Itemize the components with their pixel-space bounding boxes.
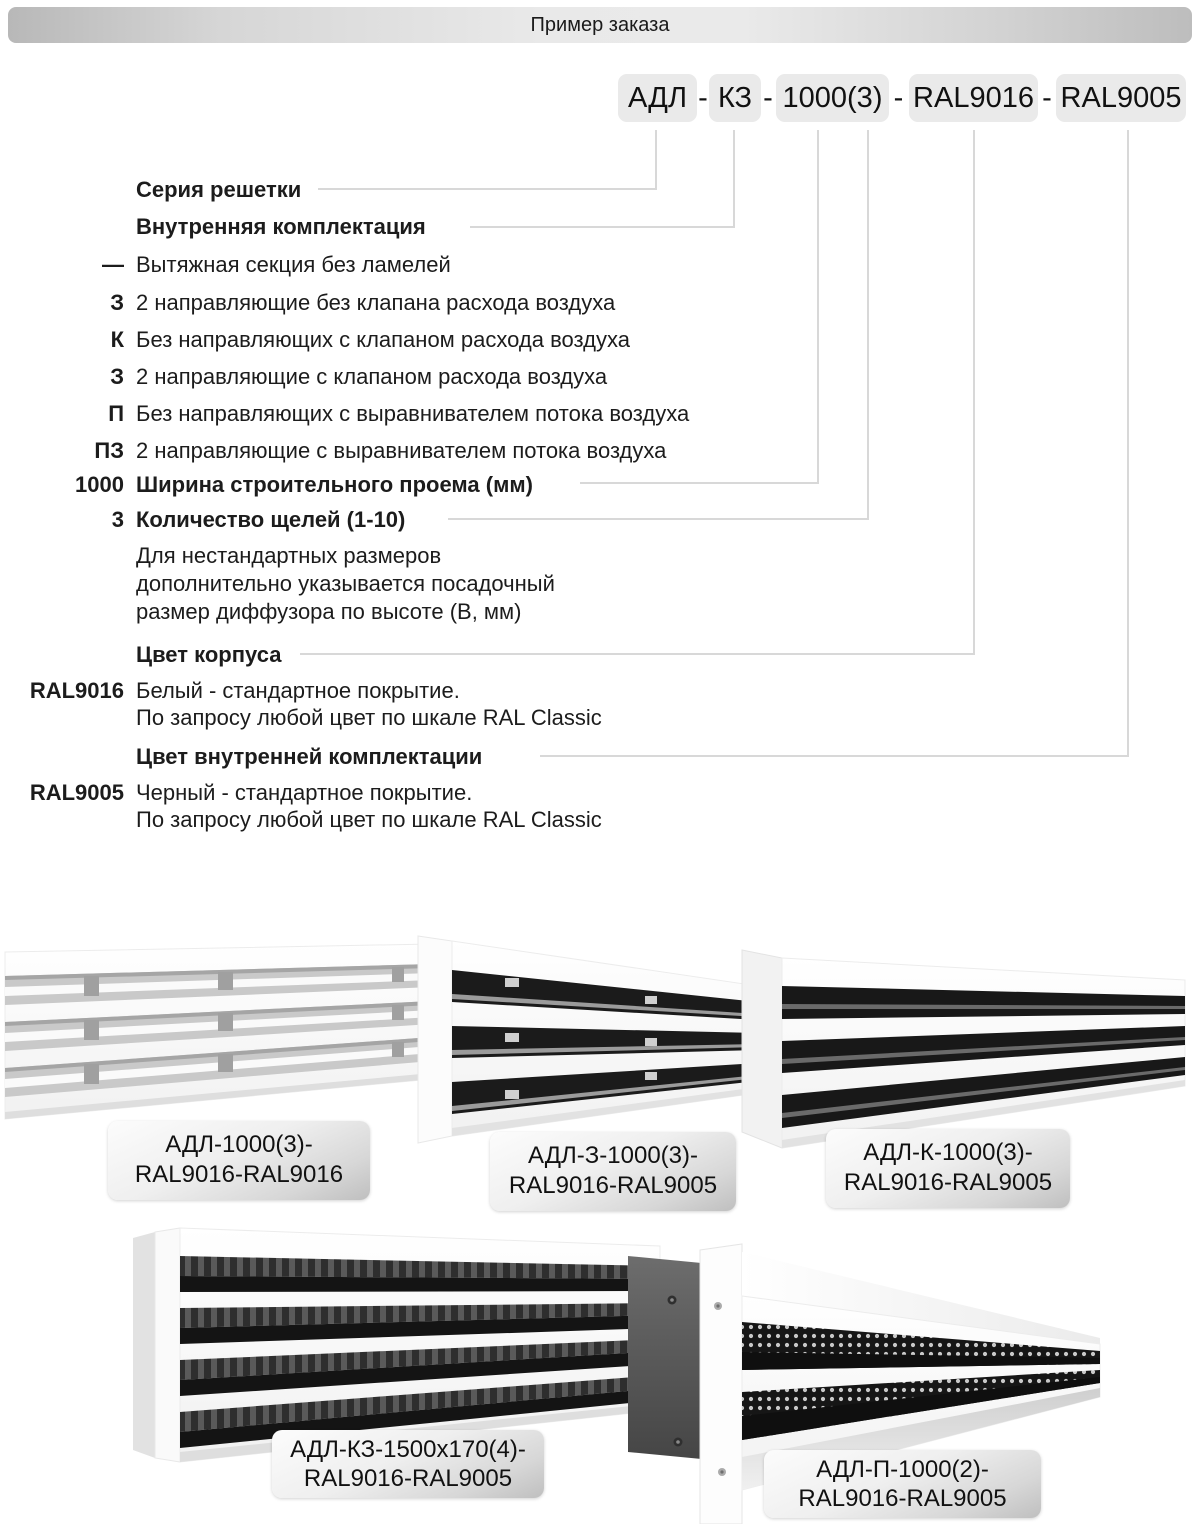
legend-width-row (0, 466, 533, 503)
inner-color-code: RAL9005 (29, 780, 124, 805)
connector-slots-h (448, 518, 869, 520)
option-code: З (110, 290, 124, 315)
product-photo-adl-kz-1500x170-4 (133, 1228, 660, 1462)
order-code-dash: - (893, 81, 904, 114)
legend-slots-row (0, 501, 405, 538)
product-label-badge (764, 1450, 1041, 1518)
product-label-line1: АДЛ-З-1000(3)- (527, 1142, 698, 1169)
product-label-line2: RAL9016-RAL9005 (303, 1465, 513, 1492)
option-code: П (108, 401, 124, 426)
product-label-line1: АДЛ-К-1000(3)- (863, 1139, 1033, 1166)
option-code: — (102, 252, 124, 277)
product-label-line1: АДЛ-КЗ-1500х170(4)- (290, 1436, 526, 1463)
order-code-dash: - (1042, 81, 1052, 114)
body-color-desc (136, 677, 602, 731)
option-text: Без направляющих с выравнивателем потока воздуха (136, 401, 690, 426)
product-label-line1: АДЛ-П-1000(2)- (816, 1456, 989, 1483)
product-label-badge (272, 1430, 544, 1498)
product-photos (0, 920, 1200, 1524)
body-color-line2: По запросу любой цвет по шкале RAL Classic (136, 705, 602, 730)
slots-code: 3 (111, 507, 124, 532)
product-label-badge (826, 1129, 1070, 1208)
slots-text: Количество щелей (1-10) (136, 507, 406, 532)
legend-body-color-label: Цвет корпуса (136, 642, 282, 667)
product-label-line1: АДЛ-1000(3)- (165, 1131, 313, 1158)
product-label-line2: RAL9016-RAL9005 (843, 1169, 1053, 1196)
connector-width-h (580, 482, 819, 484)
option-text: 2 направляющие без клапана расхода воздуха (136, 290, 616, 315)
order-code-inner-color: RAL9005 (1056, 74, 1186, 122)
option-text: 2 направляющие с клапаном расхода воздуха (136, 364, 608, 389)
product-label-badge (490, 1132, 736, 1211)
note-line: размер диффузора по высоте (В, мм) (136, 599, 522, 624)
legend-inner-color-label: Цвет внутренней комплектации (136, 744, 483, 769)
connector-inner-color-h (540, 755, 1129, 757)
product-label-line2: RAL9016-RAL9005 (798, 1485, 1007, 1512)
legend-option-row (0, 395, 689, 432)
connector-body-color-h (300, 653, 975, 655)
legend-note (136, 542, 555, 626)
order-code-dash: - (698, 81, 708, 114)
order-code-dash: - (763, 81, 773, 114)
option-code: К (110, 327, 124, 352)
product-label-line2: RAL9016-RAL9016 (134, 1161, 344, 1188)
option-code: ПЗ (94, 438, 124, 463)
option-text: Вытяжная секция без ламелей (136, 252, 451, 277)
order-code-size: 1000(3) (776, 74, 889, 122)
inner-color-line1: Черный - стандартное покрытие. (136, 780, 473, 805)
legend-option-row (0, 358, 607, 395)
note-line: дополнительно указывается посадочный (136, 571, 555, 596)
order-code-body-color: RAL9016 (909, 74, 1038, 122)
section-header-bar (8, 7, 1192, 43)
body-color-code: RAL9016 (29, 678, 124, 703)
connector-internal-v (733, 130, 735, 228)
connector-inner-color-v (1127, 130, 1129, 757)
note-line: Для нестандартных размеров (136, 543, 442, 568)
connector-width-v (817, 130, 819, 484)
option-code: З (110, 364, 124, 389)
product-label-line2: RAL9016-RAL9005 (508, 1172, 718, 1199)
option-text: Без направляющих с клапаном расхода воздуха (136, 327, 630, 352)
option-text: 2 направляющие с выравнивателем потока воздуха (136, 438, 667, 463)
legend-option-row (0, 284, 615, 321)
legend-series-label: Серия решетки (136, 177, 302, 202)
width-text: Ширина строительного проема (мм) (136, 472, 533, 497)
connector-body-color-v (973, 130, 975, 655)
order-code-internal: КЗ (709, 74, 761, 122)
inner-color-line2: По запросу любой цвет по шкале RAL Classic (136, 807, 602, 832)
product-photo-adl-z-1000-3 (418, 936, 758, 1143)
width-code: 1000 (75, 472, 124, 497)
connector-internal-h (470, 226, 735, 228)
section-title: Пример заказа (530, 13, 670, 36)
legend-option-row (0, 321, 630, 358)
legend-option-row (0, 246, 451, 283)
inner-color-desc (136, 779, 602, 833)
body-color-line1: Белый - стандартное покрытие. (136, 678, 460, 703)
connector-series-h (318, 188, 657, 190)
order-code-series: АДЛ (618, 74, 697, 122)
legend-internal-label: Внутренняя комплектация (136, 214, 426, 239)
legend-option-row (0, 432, 666, 469)
product-photo-adl-1000-3 (5, 944, 432, 1119)
product-label-badge (108, 1121, 370, 1200)
connector-series-v (655, 130, 657, 190)
connector-slots-v (867, 130, 869, 520)
product-photo-adl-k-1000-3 (742, 950, 1185, 1148)
